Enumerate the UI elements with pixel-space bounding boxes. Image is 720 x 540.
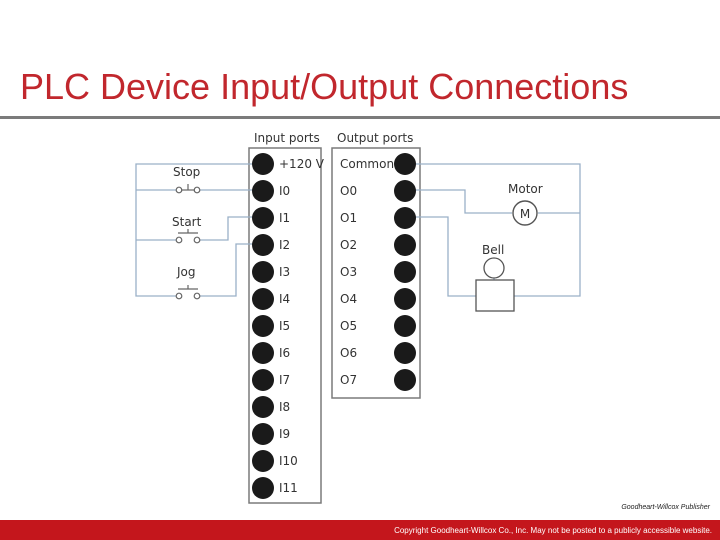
output-port-terminal bbox=[394, 234, 416, 256]
bell-symbol bbox=[484, 258, 504, 278]
output-port-label: O7 bbox=[340, 373, 358, 387]
input-port-label: I6 bbox=[279, 346, 291, 360]
start-switch-label: Start bbox=[172, 215, 202, 229]
bell-housing bbox=[476, 280, 514, 311]
jog-switch bbox=[176, 285, 200, 299]
input-port-label: I7 bbox=[279, 373, 291, 387]
stop-switch-label: Stop bbox=[173, 165, 201, 179]
stop-switch bbox=[176, 184, 200, 193]
input-ports-header: Input ports bbox=[254, 131, 320, 145]
footer-bar bbox=[0, 520, 720, 540]
input-port-label: +120 V bbox=[279, 157, 324, 171]
input-port-terminal bbox=[252, 261, 274, 283]
input-port-label: I11 bbox=[279, 481, 298, 495]
start-switch bbox=[176, 229, 200, 243]
output-port-label: O5 bbox=[340, 319, 358, 333]
supply-bus-wire bbox=[136, 164, 263, 296]
input-port-terminal bbox=[252, 450, 274, 472]
output-port-terminal bbox=[394, 288, 416, 310]
bell-label: Bell bbox=[482, 243, 505, 257]
input-port-label: I0 bbox=[279, 184, 291, 198]
input-port-label: I4 bbox=[279, 292, 291, 306]
output-port-label: O3 bbox=[340, 265, 358, 279]
output-port-terminal bbox=[394, 369, 416, 391]
output-port-terminal bbox=[394, 342, 416, 364]
output-port-terminal bbox=[394, 180, 416, 202]
input-port-terminal bbox=[252, 180, 274, 202]
output-port-terminal bbox=[394, 261, 416, 283]
output-port-label: Common bbox=[340, 157, 395, 171]
copyright-notice: Copyright Goodheart-Willcox Co., Inc. May not be posted to a publicly accessible website. bbox=[394, 526, 712, 535]
input-port-terminal bbox=[252, 477, 274, 499]
output-port-label: O6 bbox=[340, 346, 358, 360]
input-port-label: I9 bbox=[279, 427, 291, 441]
input-port-terminal bbox=[252, 288, 274, 310]
input-port-label: I1 bbox=[279, 211, 291, 225]
output-port-label: O1 bbox=[340, 211, 358, 225]
motor-symbol-letter: M bbox=[519, 207, 531, 221]
o0-to-motor-wire bbox=[405, 190, 512, 213]
input-port-label: I3 bbox=[279, 265, 291, 279]
output-port-terminal bbox=[394, 153, 416, 175]
publisher-credit: Goodheart-Willcox Publisher bbox=[621, 504, 710, 511]
input-port-label: I10 bbox=[279, 454, 298, 468]
input-port-terminal bbox=[252, 234, 274, 256]
input-port-label: I5 bbox=[279, 319, 291, 333]
output-port-terminal bbox=[394, 207, 416, 229]
input-port-terminal bbox=[252, 396, 274, 418]
jog-switch-label: Jog bbox=[177, 265, 196, 279]
output-port-terminal bbox=[394, 315, 416, 337]
output-port-label: O0 bbox=[340, 184, 358, 198]
motor-label: Motor bbox=[508, 182, 543, 196]
input-port-terminal bbox=[252, 369, 274, 391]
output-ports-header: Output ports bbox=[337, 131, 414, 145]
input-port-terminal bbox=[252, 423, 274, 445]
output-port-label: O4 bbox=[340, 292, 358, 306]
input-port-terminal bbox=[252, 153, 274, 175]
input-port-terminal bbox=[252, 342, 274, 364]
input-port-label: I8 bbox=[279, 400, 291, 414]
input-port-terminal bbox=[252, 207, 274, 229]
slide-title: PLC Device Input/Output Connections bbox=[20, 66, 629, 107]
input-wiring bbox=[136, 164, 263, 296]
input-port-terminal bbox=[252, 315, 274, 337]
input-port-label: I2 bbox=[279, 238, 291, 252]
output-port-label: O2 bbox=[340, 238, 358, 252]
